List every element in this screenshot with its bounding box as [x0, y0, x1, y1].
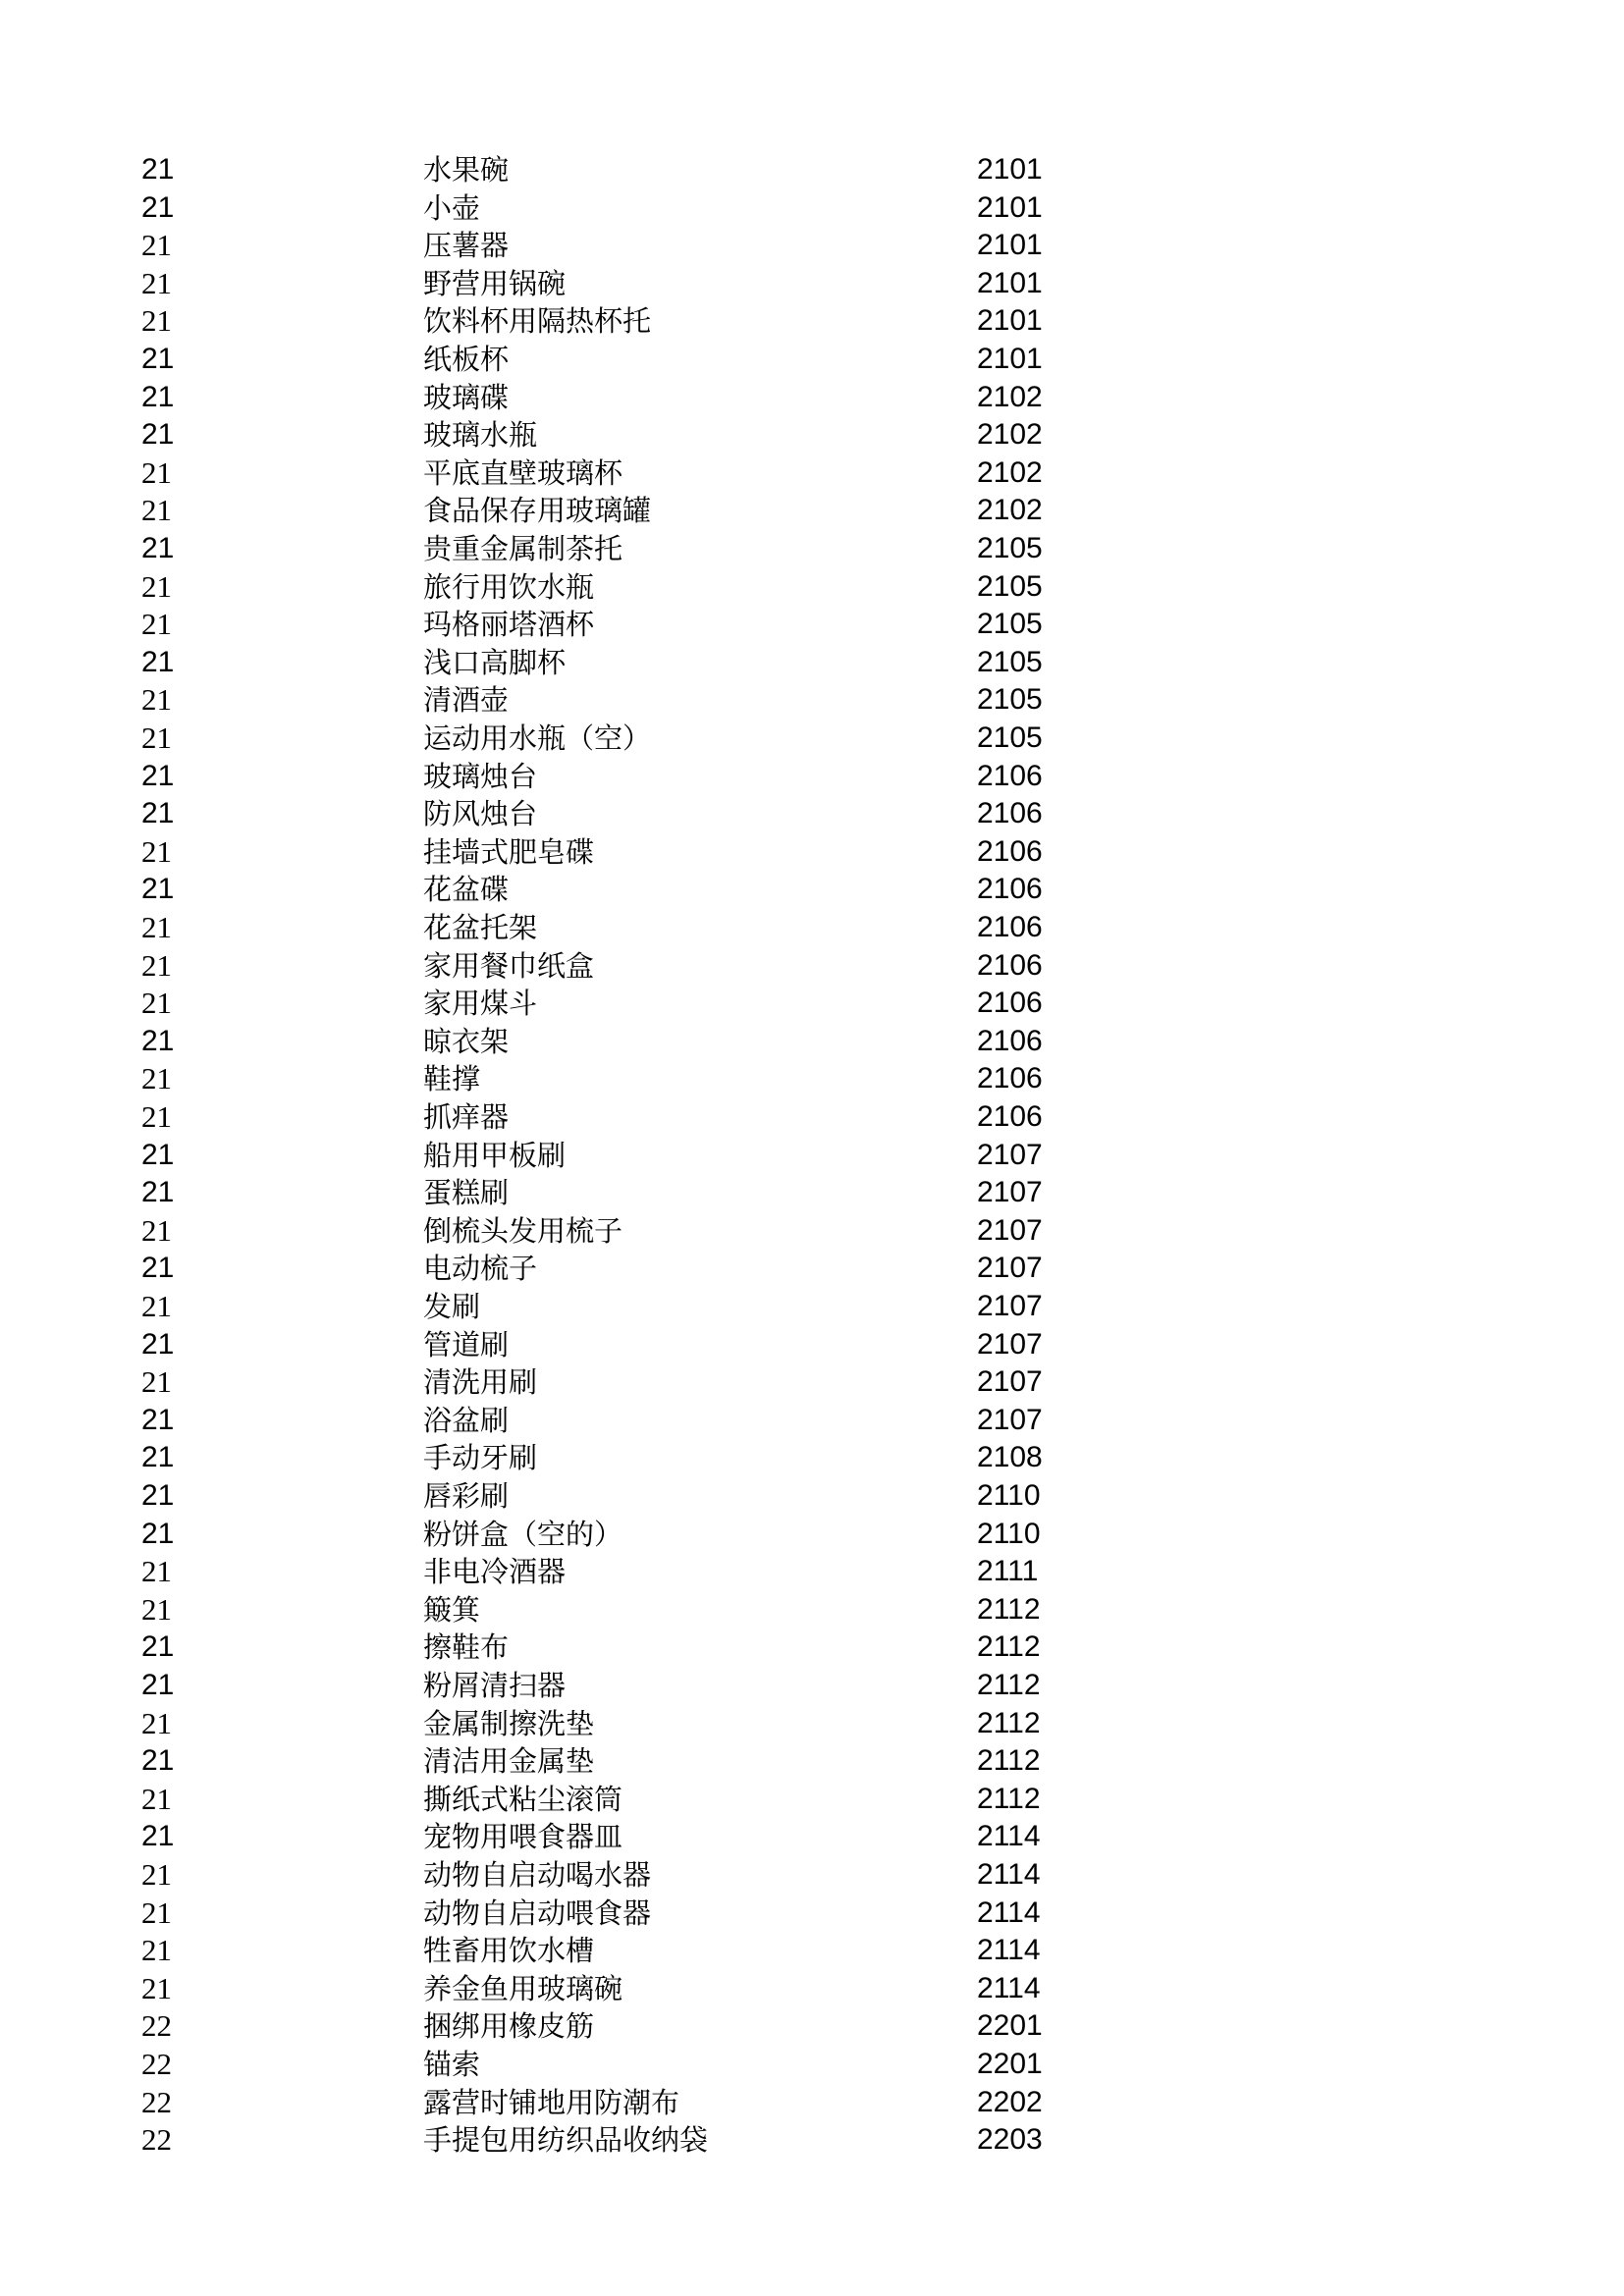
item-name-cell: 倒梳头发用梳子	[423, 1213, 623, 1248]
table-row	[0, 871, 1624, 908]
class-number-cell: 21	[141, 1327, 175, 1361]
class-number-cell: 22	[141, 2084, 172, 2119]
group-code-cell: 2114	[977, 1858, 1041, 1891]
class-number-cell: 21	[141, 380, 175, 413]
group-code-cell: 2101	[977, 153, 1043, 186]
item-name-cell: 纸板杯	[423, 343, 510, 376]
item-name-cell: 野营用锅碗	[423, 266, 567, 300]
item-name-cell: 贵重金属制茶托	[423, 532, 623, 565]
item-name-cell: 宠物用喂食器皿	[423, 1820, 623, 1854]
class-number-cell: 21	[141, 454, 172, 490]
class-number-cell: 21	[141, 418, 175, 452]
item-name-cell: 牲畜用饮水槽	[423, 1934, 595, 1968]
class-number-cell: 21	[141, 265, 172, 300]
item-name-cell: 家用餐巾纸盒	[423, 948, 595, 983]
group-code-cell: 2106	[977, 1062, 1043, 1095]
item-name-cell: 清洗用刷	[423, 1365, 538, 1400]
group-code-cell: 2106	[977, 948, 1043, 982]
group-code-cell: 2107	[977, 1213, 1043, 1247]
class-number-cell: 22	[141, 2047, 172, 2081]
item-name-cell: 食品保存用玻璃罐	[423, 494, 652, 528]
item-name-cell: 花盆碟	[423, 873, 510, 907]
item-name-cell: 手动牙刷	[423, 1441, 538, 1475]
group-code-cell: 2111	[977, 1555, 1039, 1588]
table-row	[0, 568, 1624, 606]
item-name-cell: 挂墙式肥皂碟	[423, 834, 595, 869]
class-number-cell: 21	[141, 343, 175, 375]
table-row	[0, 1477, 1624, 1515]
class-number-cell: 21	[141, 1212, 172, 1248]
table-row	[0, 758, 1624, 795]
group-code-cell: 2102	[977, 494, 1043, 527]
item-name-cell: 管道刷	[423, 1327, 510, 1362]
table-row	[0, 947, 1624, 985]
item-name-cell: 电动梳子	[423, 1252, 538, 1286]
table-row	[0, 644, 1624, 681]
table-row	[0, 1895, 1624, 1932]
group-code-cell: 2105	[977, 645, 1043, 678]
class-number-cell: 21	[141, 607, 172, 642]
table-row	[0, 1629, 1624, 1666]
group-code-cell: 2114	[977, 1971, 1041, 2004]
class-number-cell: 21	[141, 1895, 172, 1930]
item-name-cell: 擦鞋布	[423, 1630, 510, 1665]
table-row	[0, 1174, 1624, 1211]
item-name-cell: 船用甲板刷	[423, 1138, 567, 1172]
table-row	[0, 530, 1624, 567]
group-code-cell: 2106	[977, 987, 1043, 1020]
group-code-cell: 2114	[977, 1934, 1041, 1967]
group-code-cell: 2203	[977, 2123, 1043, 2157]
class-number-cell: 21	[141, 1138, 175, 1171]
item-name-cell: 旅行用饮水瓶	[423, 569, 595, 604]
table-row	[0, 985, 1624, 1022]
table-row	[0, 833, 1624, 871]
item-name-cell: 清洁用金属垫	[423, 1744, 595, 1779]
group-code-cell: 2112	[977, 1744, 1041, 1778]
group-code-cell: 2102	[977, 418, 1043, 452]
group-code-cell: 2106	[977, 834, 1043, 868]
table-row	[0, 454, 1624, 492]
group-code-cell: 2108	[977, 1441, 1043, 1474]
group-code-cell: 2106	[977, 797, 1043, 830]
class-number-cell: 21	[141, 303, 172, 339]
class-number-cell: 21	[141, 1403, 175, 1436]
item-name-cell: 金属制擦洗垫	[423, 1706, 595, 1740]
table-row	[0, 720, 1624, 757]
item-name-cell: 蛋糕刷	[423, 1176, 510, 1210]
class-number-cell: 21	[141, 228, 172, 263]
table-row	[0, 1932, 1624, 1969]
table-row	[0, 1402, 1624, 1439]
group-code-cell: 2102	[977, 455, 1043, 489]
table-row	[0, 265, 1624, 302]
table-row	[0, 151, 1624, 188]
class-number-cell: 21	[141, 493, 172, 528]
table-row	[0, 1098, 1624, 1136]
class-number-cell: 21	[141, 1099, 172, 1134]
group-code-cell: 2105	[977, 532, 1043, 564]
table-row	[0, 1553, 1624, 1590]
table-row	[0, 1970, 1624, 2007]
group-code-cell: 2112	[977, 1592, 1041, 1626]
table-row	[0, 795, 1624, 832]
table-row	[0, 379, 1624, 416]
group-code-cell: 2201	[977, 2048, 1043, 2080]
group-code-cell: 2114	[977, 1896, 1041, 1929]
item-name-cell: 抓痒器	[423, 1100, 510, 1134]
item-name-cell: 晾衣架	[423, 1024, 510, 1058]
item-name-cell: 簸箕	[423, 1592, 481, 1627]
group-code-cell: 2101	[977, 343, 1043, 375]
item-name-cell: 发刷	[423, 1290, 481, 1323]
class-number-cell: 21	[141, 1857, 172, 1892]
table-row	[0, 302, 1624, 340]
table-row	[0, 909, 1624, 946]
class-number-cell: 21	[141, 1669, 175, 1701]
class-number-cell: 21	[141, 910, 172, 944]
table-row	[0, 1591, 1624, 1629]
class-number-cell: 21	[141, 1705, 172, 1740]
group-code-cell: 2101	[977, 229, 1043, 262]
table-row	[0, 1516, 1624, 1553]
group-code-cell: 2106	[977, 911, 1043, 943]
class-number-cell: 21	[141, 1630, 175, 1664]
group-code-cell: 2201	[977, 2009, 1043, 2043]
item-name-cell: 小壶	[423, 190, 481, 225]
group-code-cell: 2101	[977, 266, 1043, 299]
class-number-cell: 21	[141, 986, 172, 1021]
class-number-cell: 21	[141, 1517, 175, 1550]
class-number-cell: 21	[141, 721, 172, 755]
item-name-cell: 防风烛台	[423, 797, 538, 831]
table-row	[0, 1781, 1624, 1818]
group-code-cell: 2105	[977, 683, 1043, 717]
class-number-cell: 21	[141, 1289, 172, 1323]
class-number-cell: 21	[141, 873, 175, 906]
item-name-cell: 运动用水瓶（空）	[423, 721, 652, 755]
class-number-cell: 21	[141, 1441, 175, 1474]
table-row	[0, 681, 1624, 719]
group-code-cell: 2101	[977, 190, 1043, 224]
class-number-cell: 21	[141, 1781, 172, 1816]
class-number-cell: 21	[141, 1744, 175, 1778]
class-number-cell: 21	[141, 568, 172, 604]
item-name-cell: 浅口高脚杯	[423, 645, 567, 679]
item-name-cell: 饮料杯用隔热杯托	[423, 304, 652, 339]
group-code-cell: 2102	[977, 380, 1043, 413]
table-row	[0, 1742, 1624, 1780]
group-code-cell: 2110	[977, 1517, 1041, 1550]
item-name-cell: 鞋撑	[423, 1062, 481, 1096]
item-name-cell: 水果碗	[423, 153, 510, 187]
group-code-cell: 2107	[977, 1252, 1043, 1285]
class-number-cell: 21	[141, 759, 175, 792]
table-row	[0, 1212, 1624, 1250]
group-code-cell: 2106	[977, 759, 1043, 792]
item-name-cell: 清酒壶	[423, 683, 510, 718]
table-row	[0, 492, 1624, 529]
table-row	[0, 2007, 1624, 2045]
group-code-cell: 2107	[977, 1365, 1043, 1399]
group-code-cell: 2105	[977, 721, 1043, 754]
class-number-cell: 21	[141, 1364, 172, 1400]
table-row	[0, 2046, 1624, 2083]
class-number-cell: 21	[141, 1554, 172, 1589]
item-name-cell: 平底直壁玻璃杯	[423, 455, 623, 490]
group-code-cell: 2107	[977, 1327, 1043, 1361]
item-name-cell: 锚索	[423, 2048, 481, 2081]
table-row	[0, 1667, 1624, 1704]
table-row	[0, 1326, 1624, 1363]
table-row	[0, 416, 1624, 454]
item-name-cell: 捆绑用橡皮筋	[423, 2009, 595, 2044]
group-code-cell: 2112	[977, 1669, 1041, 1701]
item-name-cell: 撕纸式粘尘滚筒	[423, 1782, 623, 1816]
group-code-cell: 2105	[977, 569, 1043, 603]
class-number-cell: 21	[141, 797, 175, 830]
table-row	[0, 341, 1624, 378]
class-number-cell: 22	[141, 2008, 172, 2044]
table-row	[0, 1288, 1624, 1325]
group-code-cell: 2112	[977, 1706, 1041, 1739]
table-row	[0, 1856, 1624, 1894]
item-name-cell: 浴盆刷	[423, 1403, 510, 1437]
group-code-cell: 2202	[977, 2085, 1043, 2118]
group-code-cell: 2110	[977, 1479, 1041, 1512]
class-number-cell: 22	[141, 2122, 172, 2158]
group-code-cell: 2107	[977, 1403, 1043, 1436]
table-row	[0, 227, 1624, 264]
table-row	[0, 1818, 1624, 1855]
class-number-cell: 21	[141, 532, 175, 564]
table-row	[0, 1137, 1624, 1174]
class-number-cell: 21	[141, 682, 172, 718]
class-number-cell: 21	[141, 1970, 172, 2005]
group-code-cell: 2114	[977, 1820, 1041, 1853]
class-number-cell: 21	[141, 1479, 175, 1512]
item-name-cell: 玻璃碟	[423, 380, 510, 414]
table-row	[0, 1023, 1624, 1060]
table-row	[0, 2084, 1624, 2121]
item-name-cell: 非电冷酒器	[423, 1555, 567, 1589]
item-name-cell: 玻璃烛台	[423, 759, 538, 793]
class-number-cell: 21	[141, 153, 175, 186]
group-code-cell: 2107	[977, 1176, 1043, 1209]
class-number-cell: 21	[141, 645, 175, 678]
class-number-cell: 21	[141, 1252, 175, 1285]
item-name-cell: 玻璃水瓶	[423, 418, 538, 453]
class-number-cell: 21	[141, 1176, 175, 1209]
item-name-cell: 家用煤斗	[423, 987, 538, 1021]
class-number-cell: 21	[141, 1024, 175, 1057]
group-code-cell: 2101	[977, 304, 1043, 338]
item-name-cell: 粉屑清扫器	[423, 1669, 567, 1702]
item-name-cell: 动物自启动喝水器	[423, 1858, 652, 1892]
group-code-cell: 2106	[977, 1024, 1043, 1057]
table-row	[0, 1439, 1624, 1476]
item-name-cell: 花盆托架	[423, 911, 538, 944]
group-code-cell: 2112	[977, 1782, 1041, 1815]
group-code-cell: 2107	[977, 1138, 1043, 1171]
item-name-cell: 养金鱼用玻璃碗	[423, 1971, 623, 2005]
class-number-cell: 21	[141, 1933, 172, 1968]
class-number-cell: 21	[141, 1591, 172, 1627]
table-row	[0, 1363, 1624, 1401]
item-name-cell: 手提包用纺织品收纳袋	[423, 2123, 709, 2158]
group-code-cell: 2107	[977, 1290, 1043, 1322]
table-row	[0, 2121, 1624, 2159]
class-number-cell: 21	[141, 1820, 175, 1853]
group-code-cell: 2105	[977, 608, 1043, 641]
item-name-cell: 露营时铺地用防潮布	[423, 2085, 680, 2119]
item-name-cell: 唇彩刷	[423, 1479, 510, 1513]
item-name-cell: 玛格丽塔酒杯	[423, 608, 595, 642]
group-code-cell: 2112	[977, 1630, 1041, 1664]
item-name-cell: 动物自启动喂食器	[423, 1896, 652, 1930]
table-row	[0, 1705, 1624, 1742]
class-number-cell: 21	[141, 190, 175, 224]
group-code-cell: 2106	[977, 873, 1043, 906]
table-row	[0, 189, 1624, 227]
item-name-cell: 压薯器	[423, 229, 510, 263]
item-name-cell: 粉饼盒（空的）	[423, 1517, 623, 1551]
class-number-cell: 21	[141, 1061, 172, 1096]
table-row	[0, 1250, 1624, 1287]
class-number-cell: 21	[141, 833, 172, 869]
table-row	[0, 1060, 1624, 1097]
group-code-cell: 2106	[977, 1100, 1043, 1133]
table-row	[0, 606, 1624, 643]
class-number-cell: 21	[141, 947, 172, 983]
